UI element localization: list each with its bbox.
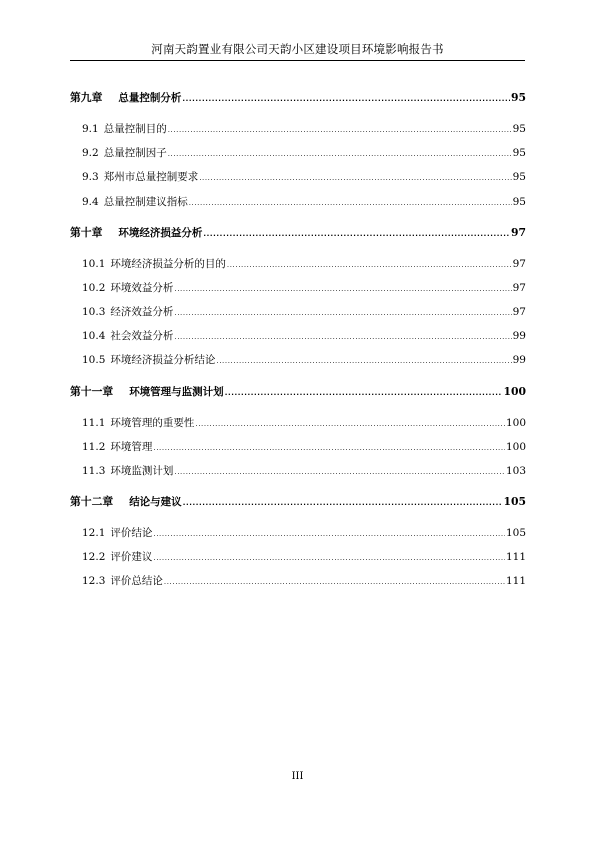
toc-entry-number: 10.3 [82, 306, 106, 318]
toc-entry-title: 评价结论 [110, 527, 153, 539]
toc-entry-number: 11.3 [82, 465, 106, 477]
toc-section-entry[interactable] [82, 281, 526, 295]
toc-entry-number: 10.4 [82, 330, 106, 342]
toc-page-number: 95 [512, 171, 526, 183]
toc-dot-leader [174, 465, 505, 479]
toc-page-number: 97 [512, 306, 526, 318]
toc-chapter-entry[interactable] [70, 385, 526, 399]
toc-entry-title: 环境经济损益分析 [118, 227, 203, 239]
toc-entry-title: 社会效益分析 [110, 330, 174, 342]
toc-dot-leader [153, 527, 505, 541]
toc-entry-title: 环境监测计划 [110, 465, 174, 477]
toc-section-entry[interactable] [82, 416, 526, 430]
toc-entry-number: 11.1 [82, 417, 106, 429]
toc-section-entry[interactable] [82, 329, 526, 343]
toc-page-number: 95 [512, 147, 526, 159]
toc-section-entry[interactable] [82, 146, 526, 160]
toc-dot-leader [153, 441, 505, 455]
toc-section-entry[interactable] [82, 574, 526, 588]
toc-dot-leader [203, 227, 510, 241]
toc-page-number: 99 [512, 354, 526, 366]
toc-dot-leader [227, 258, 512, 272]
toc-entry-title: 环境管理 [110, 441, 153, 453]
toc-entry-title: 环境管理与监测计划 [129, 386, 224, 398]
toc-entry-number: 12.2 [82, 551, 106, 563]
toc-chapter-entry[interactable] [70, 226, 526, 240]
toc-section-entry[interactable] [82, 526, 526, 540]
toc-page-number: 95 [510, 91, 526, 104]
toc-section-entry[interactable] [82, 170, 526, 184]
toc-dot-leader [195, 417, 505, 431]
toc-page-number: 111 [505, 575, 526, 587]
toc-entry-number: 11.2 [82, 441, 106, 453]
toc-dot-leader [183, 496, 503, 510]
toc-page-number: 99 [512, 330, 526, 342]
toc-page-number: 95 [512, 196, 526, 208]
page-number: III [291, 771, 304, 782]
toc-entry-number: 第十一章 [70, 385, 114, 398]
toc-entry-title: 环境管理的重要性 [110, 417, 195, 429]
toc-entry-number: 12.3 [82, 575, 106, 587]
toc-entry-number: 10.1 [82, 258, 106, 270]
toc-entry-number: 9.2 [82, 147, 99, 159]
toc-page-number: 97 [510, 226, 526, 239]
toc-section-entry[interactable] [82, 464, 526, 478]
toc-dot-leader [174, 330, 511, 344]
toc-entry-title: 总量控制因子 [103, 147, 167, 159]
header-divider [70, 60, 525, 61]
toc-page-number: 97 [512, 258, 526, 270]
toc-section-entry[interactable] [82, 440, 526, 454]
toc-page-number: 100 [503, 385, 526, 398]
running-header: 河南天韵置业有限公司天韵小区建设项目环境影响报告书 [151, 42, 444, 56]
toc-entry-number: 第十章 [70, 226, 103, 239]
toc-entry-title: 评价总结论 [110, 575, 163, 587]
toc-entry-title: 环境经济损益分析结论 [110, 354, 216, 366]
toc-entry-number: 10.2 [82, 282, 106, 294]
toc-entry-title: 评价建议 [110, 551, 153, 563]
toc-dot-leader [153, 551, 505, 565]
toc-dot-leader [216, 354, 511, 368]
toc-dot-leader [174, 282, 511, 296]
toc-page-number: 103 [505, 465, 526, 477]
toc-section-entry[interactable] [82, 257, 526, 271]
toc-entry-title: 总量控制建议指标 [103, 196, 188, 208]
toc-page-number: 111 [505, 551, 526, 563]
toc-dot-leader [199, 171, 511, 185]
toc-entry-number: 第十二章 [70, 495, 114, 508]
toc-chapter-entry[interactable] [70, 495, 526, 509]
toc-section-entry[interactable] [82, 353, 526, 367]
toc-dot-leader [225, 386, 503, 400]
toc-entry-title: 经济效益分析 [110, 306, 174, 318]
toc-entry-number: 第九章 [70, 91, 103, 104]
toc-section-entry[interactable] [82, 305, 526, 319]
toc-page-number: 95 [512, 123, 526, 135]
toc-entry-number: 9.3 [82, 171, 99, 183]
toc-entry-number: 10.5 [82, 354, 106, 366]
toc-dot-leader [182, 92, 510, 106]
toc-entry-number: 9.1 [82, 123, 99, 135]
toc-entry-title: 总量控制目的 [103, 123, 167, 135]
toc-page-number: 105 [505, 527, 526, 539]
toc-dot-leader [174, 306, 511, 320]
toc-entry-title: 郑州市总量控制要求 [103, 171, 199, 183]
toc-dot-leader [168, 123, 512, 137]
toc-section-entry[interactable] [82, 122, 526, 136]
toc-entry-title: 结论与建议 [129, 496, 182, 508]
toc-entry-title: 总量控制分析 [118, 92, 182, 104]
toc-page-number: 100 [505, 441, 526, 453]
toc-entry-title: 环境经济损益分析的目的 [110, 258, 226, 270]
toc-section-entry[interactable] [82, 550, 526, 564]
toc-entry-title: 环境效益分析 [110, 282, 174, 294]
toc-page-number: 105 [503, 495, 526, 508]
toc-entry-number: 12.1 [82, 527, 106, 539]
toc-chapter-entry[interactable] [70, 91, 526, 105]
toc-dot-leader [164, 575, 505, 589]
toc-dot-leader [168, 147, 512, 161]
toc-section-entry[interactable] [82, 195, 526, 209]
toc-page-number: 97 [512, 282, 526, 294]
toc-entry-number: 9.4 [82, 196, 99, 208]
toc-page-number: 100 [505, 417, 526, 429]
toc-dot-leader [189, 196, 512, 210]
